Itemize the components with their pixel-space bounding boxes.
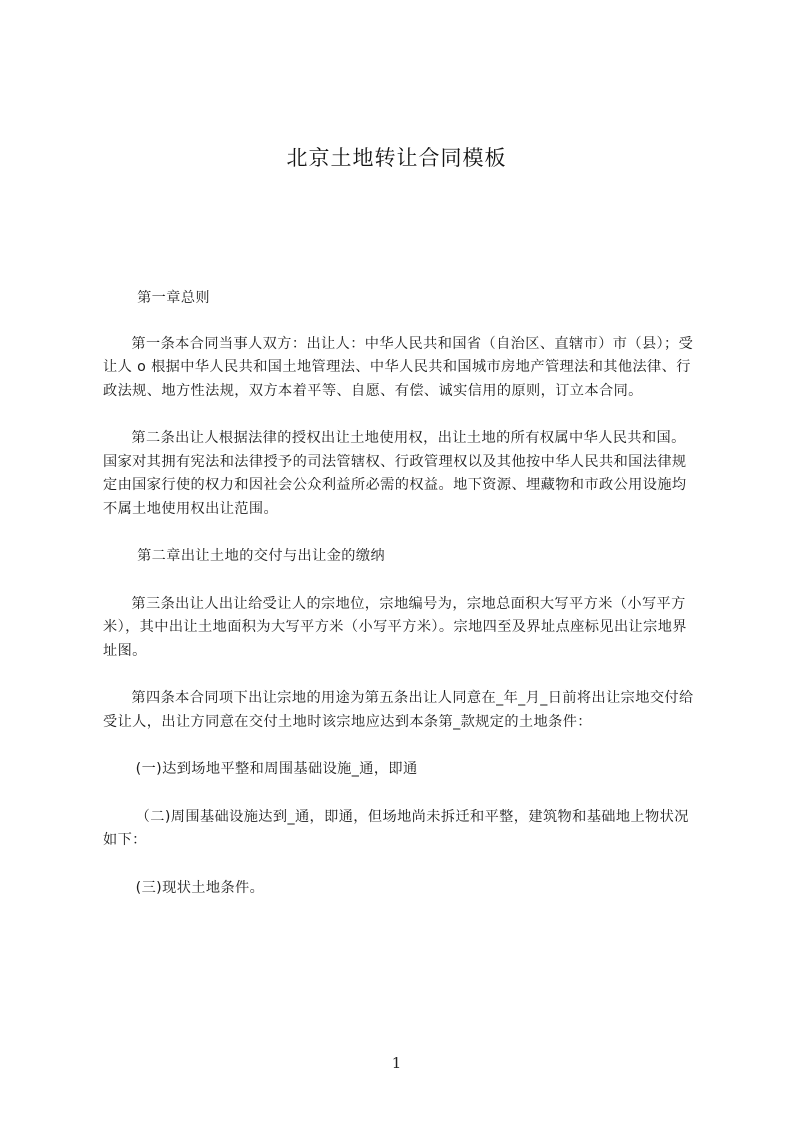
document-title: 北京土地转让合同模板 [286, 146, 507, 170]
condition-item-3: (三)现状土地条件。 [135, 879, 265, 896]
condition-item-1: (一)达到场地平整和周围基础设施_通，即通 [135, 761, 418, 777]
article-3: 第三条出让人出让给受让人的宗地位，宗地编号为，宗地总面积大写平方米（小写平方米），其中出让土地面积为大写平方米（小写平方米）。宗地四至及界址点座标见出让宗地界址图。 [103, 595, 687, 659]
document-body [103, 287, 698, 900]
page-number: 1 [391, 1054, 402, 1072]
article-1: 第一条本合同当事人双方：出让人：中华人民共和国省（自治区、直辖市）市（县）；受让人 o 根据中华人民共和国土地管理法、中华人民共和国城市房地产管理法和其他法律、行政法规、地方性法规，双方本着平等、自愿、有偿、诚实信用的原则，订立本合同。 [103, 335, 694, 399]
chapter-heading-2: 第二章出让土地的交付与出让金的缴纳 [137, 548, 386, 564]
condition-item-2: （二)周围基础设施达到_通，即通，但场地尚未拆迁和平整，建筑物和基础地上物状况如下： [103, 808, 689, 848]
article-2: 第二条出让人根据法律的授权出让土地使用权，出让土地的所有权属中华人民共和国。国家对其拥有宪法和法律授予的司法管辖权、行政管理权以及其他按中华人民共和国法律规定由国家行使的权力和因社会公众利益所必需的权益。地下资源、埋藏物和市政公用设施均不属土地使用权出让范围。 [103, 430, 687, 517]
chapter-heading-1: 第一章总则 [137, 290, 211, 306]
article-4: 第四条本合同项下出让宗地的用途为第五条出让人同意在_年_月_日前将出让宗地交付给受让人，出让方同意在交付土地时该宗地应达到本条第_款规定的土地条件： [103, 690, 694, 730]
